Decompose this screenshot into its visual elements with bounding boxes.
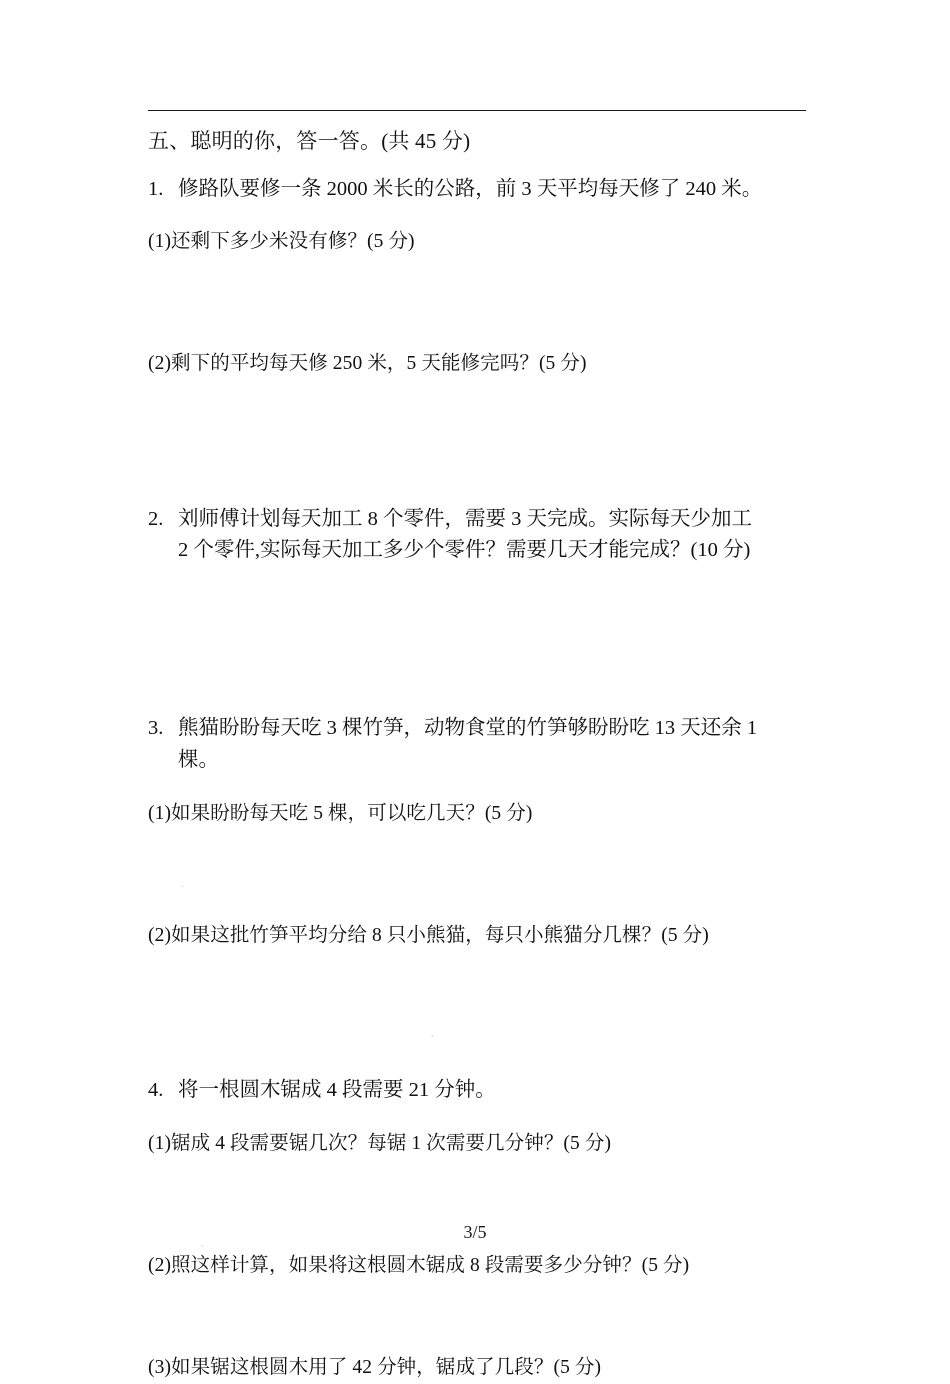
section-heading: 五、聪明的你，答一答。(共 45 分) bbox=[148, 129, 471, 153]
problem-1-sub-1: (1)还剩下多少米没有修？(5 分) bbox=[148, 231, 415, 253]
paper-smudge: · bbox=[180, 880, 185, 895]
page-number: 3/5 bbox=[463, 1222, 487, 1242]
problem-2-stem-line-1: 刘师傅计划每天加工 8 个零件，需要 3 天完成。实际每天少加工 bbox=[178, 507, 752, 530]
problem-2-number: 2. bbox=[148, 507, 164, 530]
problem-3-sub-1: (1)如果盼盼每天吃 5 棵，可以吃几天？(5 分) bbox=[148, 802, 533, 824]
paper-smudge: · bbox=[200, 1240, 205, 1255]
problem-3-number: 3. bbox=[148, 717, 164, 740]
problem-1 bbox=[148, 174, 802, 380]
problem-4-stem: 将一根圆木锯成 4 段需要 21 分钟。 bbox=[178, 1079, 496, 1102]
problem-4-sub-1: (1)锯成 4 段需要锯几次？每锯 1 次需要几分钟？(5 分) bbox=[148, 1132, 612, 1154]
problem-4-number: 4. bbox=[148, 1079, 164, 1102]
problem-3 bbox=[148, 713, 802, 951]
problem-1-number: 1. bbox=[148, 177, 164, 200]
problem-4-sub-2: (2)照这样计算，如果将这根圆木锯成 8 段需要多少分钟？(5 分) bbox=[148, 1255, 690, 1277]
problem-1-stem: 修路队要修一条 2000 米长的公路，前 3 天平均每天修了 240 米。 bbox=[178, 177, 763, 200]
problem-4-sub-3: (3)如果锯这根圆木用了 42 分钟，锯成了几段？(5 分) bbox=[148, 1357, 602, 1379]
paper-smudge: · bbox=[430, 1030, 435, 1045]
worksheet-content bbox=[148, 0, 802, 1384]
header-divider bbox=[148, 110, 806, 111]
problem-3-stem-line-1: 熊猫盼盼每天吃 3 棵竹笋，动物食堂的竹笋够盼盼吃 13 天还余 1 bbox=[178, 717, 758, 740]
problem-1-sub-2: (2)剩下的平均每天修 250 米，5 天能修完吗？(5 分) bbox=[148, 353, 587, 375]
problem-2 bbox=[148, 504, 802, 568]
problem-2-stem-line-2: 2 个零件,实际每天加工多少个零件？需要几天才能完成？(10 分) bbox=[178, 539, 751, 562]
problem-3-stem-line-2: 棵。 bbox=[178, 749, 219, 771]
problem-3-sub-2: (2)如果这批竹笋平均分给 8 只小熊猫，每只小熊猫分几棵？(5 分) bbox=[148, 924, 709, 946]
